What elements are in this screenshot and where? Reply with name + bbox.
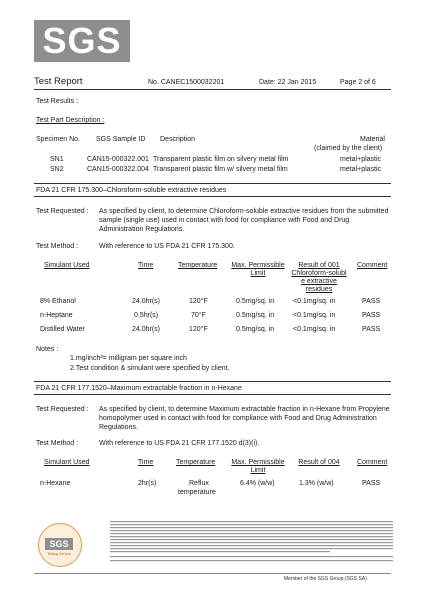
section1-requested-line: Administration Regulations. — [99, 226, 185, 233]
table-cell: 1.3% (w/w) — [299, 480, 334, 487]
col-temperature: Temperature — [178, 262, 218, 269]
table-cell: 24.0hr(s) — [132, 298, 161, 305]
table-cell: 0.5mg/sq. in — [236, 312, 275, 319]
table-cell: 120°F — [189, 298, 208, 305]
section2-title: FDA 21 CFR 177.1520–Maximum extractable fraction in n-Hexane — [36, 385, 242, 392]
col-description: Description — [160, 136, 196, 143]
col-max-limit: Max. Permissible — [231, 459, 285, 466]
table-cell: temperature — [178, 489, 216, 496]
table-cell: PASS — [362, 480, 381, 487]
table-cell: CAN15-000322.004 — [87, 166, 149, 173]
col-max-limit: Limit — [250, 270, 266, 277]
test-results-label: Test Results : — [36, 98, 79, 105]
col-material-note: (claimed by the client) — [314, 145, 383, 152]
col-result: Result of 004 — [298, 459, 340, 466]
col-time: Time — [138, 459, 154, 466]
report-number: No. CANEC1500032201 — [148, 79, 225, 86]
col-comment: Comment — [357, 262, 388, 269]
section-divider — [34, 196, 391, 197]
notes-label: Notes : — [36, 346, 59, 353]
col-max-limit: Max. Permissible — [231, 262, 285, 269]
section1-method-text: With reference to US FDA 21 CFR 175.300. — [99, 243, 235, 250]
table-cell: Distilled Water — [40, 326, 85, 333]
col-result: Result of 001 — [298, 262, 340, 269]
footer-divider — [34, 573, 391, 574]
table-cell: SN1 — [50, 156, 64, 163]
note-item: 1.mg/inch²= milligram per square inch — [70, 355, 187, 362]
section2-method-label: Test Method : — [36, 440, 79, 447]
section-divider — [34, 381, 391, 382]
table-cell: metal+plastic — [340, 166, 382, 173]
table-cell: n-Heptane — [40, 312, 73, 319]
section2-requested-line: homopolymer used in contact with food for compliance with Food and Drug Administration — [99, 415, 377, 422]
section2-requested-line: As specified by client, to determine Maximum extractable fraction in n-Hexane from Propylene — [99, 406, 390, 413]
table-cell: 24.0hr(s) — [132, 326, 161, 333]
table-cell: 0.5hr(s) — [134, 312, 159, 319]
section-divider — [34, 394, 391, 395]
table-cell: CAN15-000322.001 — [87, 156, 149, 163]
table-cell: PASS — [362, 326, 381, 333]
table-cell: 8% Ethanol — [40, 298, 76, 305]
section1-title: FDA 21 CFR 175.300–Chloroform-soluble extractive residues — [36, 187, 227, 194]
table-cell: PASS — [362, 298, 381, 305]
section-divider — [34, 183, 391, 184]
section2-requested-label: Test Requested : — [36, 406, 89, 413]
col-result: residues — [305, 286, 333, 293]
stamp-sgs-logo: SGS — [45, 538, 73, 550]
table-cell: <0.1mg/sq. in — [293, 312, 336, 319]
report-title: Test Report — [34, 76, 83, 87]
table-cell: Transparent plastic film on silvery metal film — [153, 156, 289, 163]
table-cell: 0.5mg/sq. in — [236, 326, 275, 333]
table-cell: Reflux — [189, 480, 209, 487]
table-cell: metal+plastic — [340, 156, 382, 163]
sgs-logo: SGS — [34, 20, 130, 62]
fine-print-lines — [110, 519, 395, 563]
stamp-caption: Testing Service — [47, 552, 71, 556]
section1-requested-line: As specified by client, to determine Chloroform-soluble extractive residues from the submitted — [99, 208, 389, 215]
table-cell: 120°F — [189, 326, 208, 333]
page-number: Page 2 of 6 — [340, 79, 376, 86]
col-sample-id: SGS Sample ID — [96, 136, 146, 143]
table-cell: 70°F — [191, 312, 206, 319]
section1-requested-label: Test Requested : — [36, 208, 89, 215]
header-divider — [34, 89, 391, 90]
col-time: Time — [138, 262, 154, 269]
table-cell: n-Hexane — [40, 480, 71, 487]
member-line: Member of the SGS Group (SGS SA) — [284, 576, 367, 582]
table-cell: 0.5mg/sq. in — [236, 298, 275, 305]
section2-method-text: With reference to US FDA 21 CFR 177.1520 d(3)(i). — [99, 440, 260, 447]
report-date: Date: 22 Jan 2015 — [259, 79, 317, 86]
col-result: Chloroform-solubl — [291, 270, 347, 277]
section1-method-label: Test Method : — [36, 243, 79, 250]
table-cell: SN2 — [50, 166, 64, 173]
col-specimen-no: Specimen No. — [36, 136, 80, 143]
table-cell: PASS — [362, 312, 381, 319]
section2-requested-line: Regulations. — [99, 424, 138, 431]
table-cell: 6.4% (w/w) — [240, 480, 275, 487]
col-simulant: Simulant Used — [44, 459, 90, 466]
legal-disclaimer-block — [110, 519, 395, 563]
table-cell: <0.1mg/sq. in — [293, 298, 336, 305]
test-part-description-label: Test Part Description : — [36, 117, 105, 124]
col-simulant: Simulant Used — [44, 262, 90, 269]
section1-requested-line: sample (single use) used in contact with food for compliance with Food and Drug — [99, 217, 350, 224]
table-cell: Transparent plastic film w/ silvery metal film — [153, 166, 288, 173]
col-material: Material — [360, 136, 385, 143]
table-cell: <0.1mg/sq. in — [293, 326, 336, 333]
col-result: e extractive — [301, 278, 337, 285]
col-temperature: Temperature — [176, 459, 216, 466]
note-item: 2.Test condition & simulant were specified by client. — [70, 365, 230, 372]
col-max-limit: Limit — [250, 467, 266, 474]
table-cell: 2hr(s) — [138, 480, 157, 487]
col-comment: Comment — [357, 459, 388, 466]
